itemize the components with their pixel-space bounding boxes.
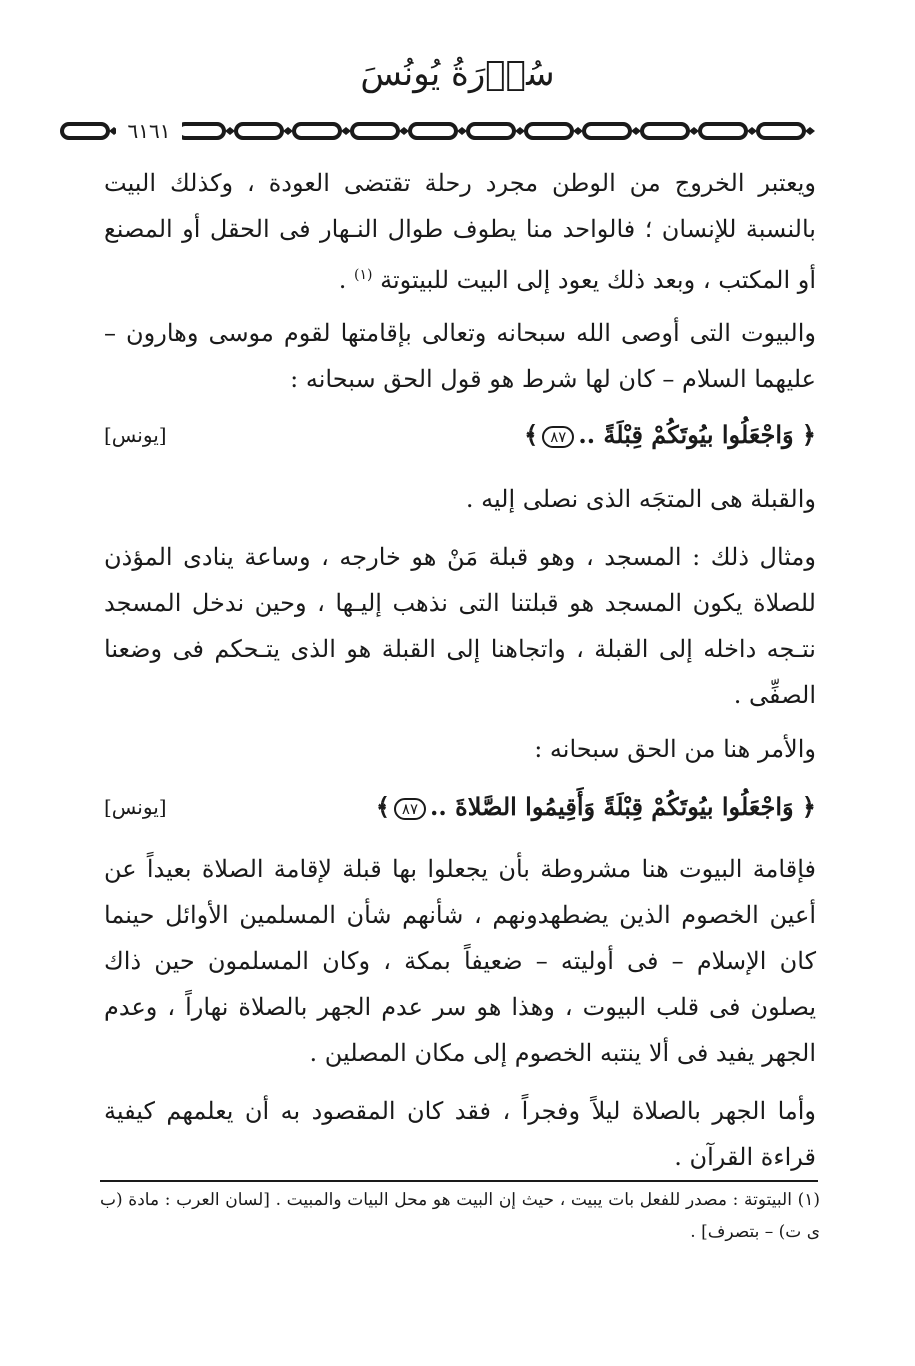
verse-close-bracket: ﴾ — [375, 792, 390, 821]
footnote-divider — [100, 1180, 818, 1182]
verse-words: ﴿ وَاجْعَلُوا بيُوتَكُمْ قِبْلَةً وَأَقِيمُوا الصَّلاةَ .. — [430, 792, 816, 821]
verse-text — [376, 784, 816, 830]
paragraph-6 — [104, 846, 816, 1076]
ornament-link — [352, 124, 398, 138]
paragraph-text: والقبلة هى المتجَه الذى نصلى إليه . — [465, 485, 816, 513]
verse-close-bracket: ﴾ — [524, 420, 539, 449]
ornament-link — [584, 124, 630, 138]
ornament-diamond — [225, 127, 235, 135]
ornament-link — [526, 124, 572, 138]
ornament-link — [642, 124, 688, 138]
ornament-diamond — [399, 127, 409, 135]
ornament-diamond — [283, 127, 293, 135]
ornament-link — [294, 124, 340, 138]
verse-words: ﴿ وَاجْعَلُوا بيُوتَكُمْ قِبْلَةً .. — [578, 420, 816, 449]
ornament-link — [410, 124, 456, 138]
ornament-link — [468, 124, 514, 138]
sura-title: سُوۡرَةُ يُونُسَ — [360, 54, 555, 94]
ornament-diamond — [631, 127, 641, 135]
ornament-diamond — [805, 127, 815, 135]
paragraph-text: والبيوت التى أوصى الله سبحانه وتعالى بإقامتها لقوم موسى وهارون – عليهما السلام – كان لها شرط هو قول الحق سبحانه : — [104, 319, 816, 393]
ornament-link — [758, 124, 804, 138]
ornament-link — [236, 124, 282, 138]
ornament-diamond — [341, 127, 351, 135]
ornament-link — [700, 124, 746, 138]
ornament-diamond — [689, 127, 699, 135]
verse-number: ٨٧ — [394, 798, 426, 820]
ornament-diamond — [747, 127, 757, 135]
paragraph-text: ويعتبر الخروج من الوطن مجرد رحلة تقتضى العودة ، وكذلك البيت بالنسبة للإنسان ؛ فالواحد منا يطوف طوال النـهار فى الحقل أو المصنع أو المكتب ، وبعد ذلك يعود إلى البيت للبيتوتة — [104, 169, 816, 294]
sura-reference: [يونس] — [104, 795, 167, 819]
footnote: (١) البيتوتة : مصدر للفعل بات يبيت ، حيث إن البيت هو محل البيات والمبيت . [لسان العرب : مادة (ب ى ت) – بتصرف] . — [100, 1190, 820, 1242]
paragraph-1 — [104, 160, 816, 303]
paragraph-5 — [104, 726, 816, 772]
paragraph-7 — [104, 1088, 816, 1180]
ornament-diamond — [457, 127, 467, 135]
verse-2 — [104, 784, 816, 830]
paragraph-text: وأما الجهر بالصلاة ليلاً وفجراً ، فقد كان المقصود به أن يعلمهم كيفية قراءة القرآن . — [104, 1097, 816, 1171]
paragraph-text: فإقامة البيوت هنا مشروطة بأن يجعلوا بها قبلة لإقامة الصلاة بعيداً عن أعين الخصوم الذين يضطهدونهم ، شأنهم شأن المسلمين الأوائل حينما كان الإسلام – فى أوليته – ضعيفاً بمكة ، وكان المسلمون حين ذاك يصلون فى قلب البيوت ، وهذا هو سر عدم الجهر بالصلاة نهاراً ، وعدم الجهر يفيد فى ألا ينتبه الخصوم إلى مكان المصلين . — [104, 855, 816, 1067]
paragraph-end: . — [338, 266, 354, 294]
page-number: ٦١٦١ — [116, 114, 182, 148]
ornament-link — [62, 124, 108, 138]
footnote-marker: (١) — [353, 267, 373, 283]
paragraph-text: ومثال ذلك : المسجد ، وهو قبلة مَنْ هو خارجه ، وساعة ينادى المؤذن للصلاة يكون المسجد هو قبلتنا التى نذهب إليـها ، وحين ندخل المسجد نتـجه داخله إلى القبلة ، واتجاهنا إلى القبلة هو الذى يتـحكم فى وضعنا الصفِّى . — [104, 543, 816, 709]
ornament-diamond — [515, 127, 525, 135]
paragraph-4 — [104, 534, 816, 718]
ornament-diamond — [573, 127, 583, 135]
sura-reference: [يونس] — [104, 423, 167, 447]
paragraph-3 — [104, 476, 816, 522]
verse-number: ٨٧ — [542, 426, 574, 448]
ornament-link — [178, 124, 224, 138]
verse-text — [524, 412, 816, 458]
verse-1 — [104, 412, 816, 458]
paragraph-text: والأمر هنا من الحق سبحانه : — [534, 735, 816, 763]
paragraph-2 — [104, 310, 816, 402]
